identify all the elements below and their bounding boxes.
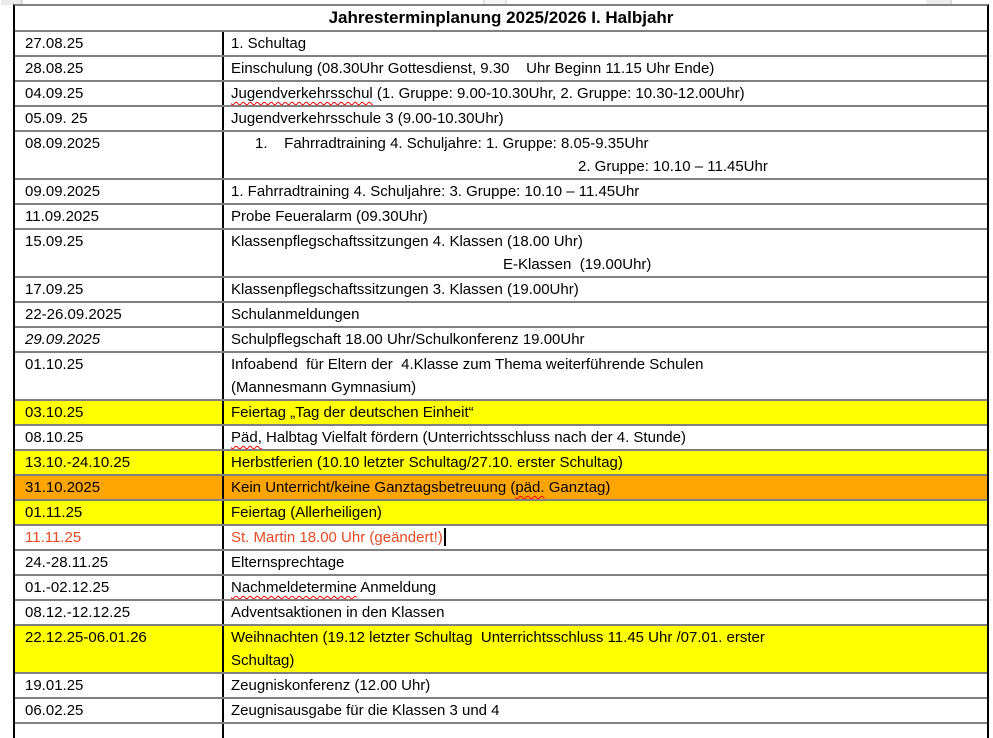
event-text: Klassenpflegschaftssitzungen 4. Klassen (18.00 Uhr) — [231, 233, 583, 250]
event-line — [231, 303, 983, 326]
event-text: Feiertag „Tag der deutschen Einheit“ — [231, 404, 474, 421]
event-line — [231, 426, 983, 449]
event-line — [231, 353, 983, 376]
event-cell[interactable] — [224, 230, 987, 276]
table-row[interactable] — [15, 476, 987, 501]
table-row[interactable] — [15, 426, 987, 451]
table-row[interactable] — [15, 699, 987, 724]
event-cell[interactable] — [224, 451, 987, 474]
table-row[interactable] — [15, 674, 987, 699]
schedule-table — [13, 4, 989, 738]
event-text: Jugendverkehrsschule 3 (9.00-10.30Uhr) — [231, 110, 504, 127]
event-line — [231, 601, 983, 624]
event-line — [231, 551, 983, 574]
event-cell[interactable] — [224, 353, 987, 399]
event-cell[interactable] — [224, 107, 987, 130]
misspelled-text: päd. — [515, 479, 545, 496]
date-cell[interactable]: 13.10.-24.10.25 — [15, 451, 224, 474]
event-text: 1. Fahrradtraining 4. Schuljahre: 3. Gruppe: 10.10 – 11.45Uhr — [231, 183, 640, 200]
table-row[interactable] — [15, 551, 987, 576]
date-cell[interactable]: 05.09. 25 — [15, 107, 224, 130]
event-line — [231, 253, 983, 276]
event-line — [231, 699, 983, 722]
event-line — [231, 205, 983, 228]
event-line — [231, 180, 983, 203]
date-cell[interactable]: 01.10.25 — [15, 353, 224, 399]
table-row[interactable] — [15, 230, 987, 278]
event-line — [231, 376, 983, 399]
event-line — [231, 82, 983, 105]
event-text: Weihnachten (19.12 letzter Schultag Unterrichtsschluss 11.45 Uhr /07.01. erster — [231, 629, 765, 646]
table-row[interactable] — [15, 328, 987, 353]
date-cell[interactable]: 31.10.2025 — [15, 476, 224, 499]
event-cell[interactable] — [224, 674, 987, 697]
event-text: Einschulung (08.30Uhr Gottesdienst, 9.30 Uhr Beginn 11.15 Uhr Ende) — [231, 60, 715, 77]
event-line — [231, 230, 983, 253]
event-cell[interactable] — [224, 476, 987, 499]
table-row[interactable] — [15, 576, 987, 601]
table-row[interactable] — [15, 180, 987, 205]
event-text: Feiertag (Allerheiligen) — [231, 504, 382, 521]
table-title-row — [15, 6, 987, 32]
event-cell[interactable] — [224, 401, 987, 424]
date-cell[interactable]: 01.11.25 — [15, 501, 224, 524]
event-text: E-Klassen (19.00Uhr) — [503, 256, 652, 273]
table-row[interactable] — [15, 626, 987, 674]
event-text: (Mannesmann Gymnasium) — [231, 379, 417, 396]
page-title: Jahresterminplanung 2025/2026 I. Halbjahr — [328, 8, 674, 27]
event-text: Adventsaktionen in den Klassen — [231, 604, 445, 621]
event-text: 2. Gruppe: 10.10 – 11.45Uhr — [578, 158, 768, 175]
event-text: Klassenpflegschaftssitzungen 3. Klassen (19.00Uhr) — [231, 281, 579, 298]
table-row[interactable] — [15, 278, 987, 303]
event-line — [231, 526, 983, 549]
date-cell[interactable]: 15.09.25 — [15, 230, 224, 276]
event-line — [231, 476, 983, 499]
event-line — [231, 155, 983, 178]
event-text: Halbtag Vielfalt fördern (Unterrichtsschluss nach der 4. Stunde) — [261, 429, 686, 446]
event-text: Zeugniskonferenz (12.00 Uhr) — [231, 677, 431, 694]
event-cell[interactable] — [224, 32, 987, 55]
table-row[interactable] — [15, 501, 987, 526]
event-line — [231, 451, 983, 474]
table-row[interactable] — [15, 57, 987, 82]
event-cell[interactable] — [224, 328, 987, 351]
event-cell[interactable] — [224, 82, 987, 105]
table-row[interactable] — [15, 526, 987, 551]
date-cell[interactable]: 06.02.25 — [15, 699, 224, 722]
event-cell[interactable] — [224, 601, 987, 624]
event-cell[interactable] — [224, 57, 987, 80]
event-text: (1. Gruppe: 9.00-10.30Uhr, 2. Gruppe: 10.30-12.00Uhr) — [372, 85, 745, 102]
event-line — [231, 328, 983, 351]
event-text: Probe Feueralarm (09.30Uhr) — [231, 208, 428, 225]
date-cell[interactable]: 22.12.25-06.01.26 — [15, 626, 224, 672]
event-line — [231, 501, 983, 524]
date-cell[interactable]: 29.09.2025 — [15, 328, 224, 351]
event-line — [231, 674, 983, 697]
event-line — [231, 107, 983, 130]
table-row[interactable] — [15, 401, 987, 426]
table-row[interactable] — [15, 451, 987, 476]
event-text: Kein Unterricht/keine Ganztagsbetreuung ( — [231, 479, 516, 496]
date-cell[interactable]: 08.12.-12.12.25 — [15, 601, 224, 624]
event-line — [231, 278, 983, 301]
misspelled-text: Päd, — [231, 429, 262, 446]
event-line — [231, 649, 983, 672]
event-text: Anmeldung — [356, 579, 437, 596]
date-cell[interactable]: 08.10.25 — [15, 426, 224, 449]
event-cell[interactable] — [224, 278, 987, 301]
date-cell[interactable]: 03.10.25 — [15, 401, 224, 424]
date-cell[interactable] — [15, 724, 224, 738]
event-cell[interactable] — [224, 205, 987, 228]
event-text: Infoabend für Eltern der 4.Klasse zum Thema weiterführende Schulen — [231, 356, 704, 373]
event-cell[interactable] — [224, 576, 987, 599]
event-line — [231, 32, 983, 55]
table-row[interactable] — [15, 82, 987, 107]
event-cell[interactable] — [224, 426, 987, 449]
event-text: Elternsprechtage — [231, 554, 345, 571]
date-cell[interactable]: 01.-02.12.25 — [15, 576, 224, 599]
date-cell[interactable]: 24.-28.11.25 — [15, 551, 224, 574]
table-row[interactable] — [15, 32, 987, 57]
event-cell[interactable] — [224, 724, 987, 738]
event-text: Herbstferien (10.10 letzter Schultag/27.10. erster Schultag) — [231, 454, 623, 471]
date-cell[interactable]: 17.09.25 — [15, 278, 224, 301]
event-cell[interactable] — [224, 551, 987, 574]
event-text: Schulpflegschaft 18.00 Uhr/Schulkonferenz 19.00Uhr — [231, 331, 585, 348]
misspelled-text: Jugendverkehrsschul — [231, 85, 373, 102]
event-line — [231, 132, 983, 155]
date-cell[interactable]: 22-26.09.2025 — [15, 303, 224, 326]
table-row[interactable] — [15, 205, 987, 230]
event-cell[interactable] — [224, 526, 987, 549]
table-body — [15, 32, 987, 738]
table-row[interactable] — [15, 601, 987, 626]
table-row[interactable] — [15, 132, 987, 180]
event-cell[interactable] — [224, 303, 987, 326]
event-text: Schultag) — [231, 652, 295, 669]
event-cell[interactable] — [224, 180, 987, 203]
date-cell[interactable]: 04.09.25 — [15, 82, 224, 105]
date-cell[interactable]: 09.09.2025 — [15, 180, 224, 203]
event-cell[interactable] — [224, 626, 987, 672]
date-cell[interactable]: 28.08.25 — [15, 57, 224, 80]
event-text: 1. Fahrradtraining 4. Schuljahre: 1. Gruppe: 8.05-9.35Uhr — [255, 135, 649, 152]
table-row[interactable] — [15, 353, 987, 401]
event-text: Schulanmeldungen — [231, 306, 360, 323]
event-text: Zeugnisausgabe für die Klassen 3 und 4 — [231, 702, 500, 719]
misspelled-text: Nachmeldetermine — [231, 579, 357, 596]
event-cell[interactable] — [224, 501, 987, 524]
text-cursor — [444, 528, 446, 546]
date-cell[interactable]: 11.11.25 — [15, 526, 224, 549]
table-row[interactable] — [15, 724, 987, 738]
event-line — [231, 626, 983, 649]
table-row[interactable] — [15, 107, 987, 132]
event-line — [231, 576, 983, 599]
date-cell[interactable]: 11.09.2025 — [15, 205, 224, 228]
event-line — [231, 401, 983, 424]
event-line — [231, 57, 983, 80]
date-cell[interactable]: 27.08.25 — [15, 32, 224, 55]
event-cell[interactable] — [224, 699, 987, 722]
date-cell[interactable]: 19.01.25 — [15, 674, 224, 697]
event-text: Ganztag) — [544, 479, 611, 496]
event-text: St. Martin 18.00 Uhr (geändert!) — [231, 529, 443, 546]
event-text: 1. Schultag — [231, 35, 307, 52]
event-cell[interactable] — [224, 132, 987, 178]
date-cell[interactable]: 08.09.2025 — [15, 132, 224, 178]
table-row[interactable] — [15, 303, 987, 328]
